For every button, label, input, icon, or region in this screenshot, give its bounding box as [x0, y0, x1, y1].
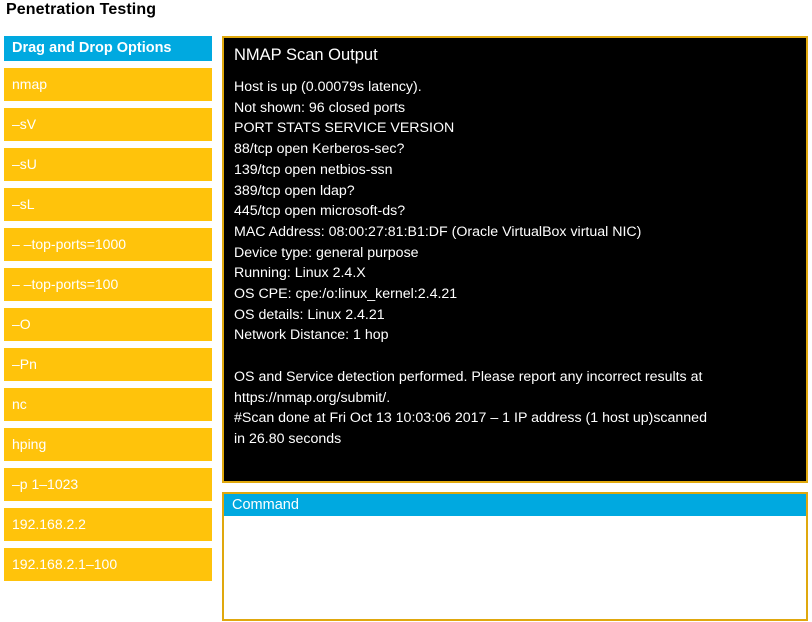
- exercise-layout: [0, 36, 812, 621]
- output-line: 445/tcp open microsoft-ds?: [234, 203, 406, 220]
- option-token[interactable]: –sV: [4, 108, 212, 141]
- output-line: Device type: general purpose: [234, 244, 419, 261]
- output-line: 139/tcp open netbios-ssn: [234, 161, 393, 178]
- output-blank-line: [234, 346, 796, 367]
- option-token[interactable]: –sU: [4, 148, 212, 181]
- option-token[interactable]: nmap: [4, 68, 212, 101]
- output-line: MAC Address: 08:00:27:81:B1:DF (Oracle VirtualBox virtual NIC): [234, 223, 642, 240]
- option-token[interactable]: 192.168.2.2: [4, 508, 212, 541]
- option-token[interactable]: hping: [4, 428, 212, 461]
- output-line: Not shown: 96 closed ports: [234, 99, 406, 116]
- output-line: https://nmap.org/submit/.: [234, 389, 391, 406]
- output-line: 88/tcp open Kerberos-sec?: [234, 141, 405, 158]
- output-panel-title: NMAP Scan Output: [234, 46, 378, 64]
- output-line: Running: Linux 2.4.X: [234, 265, 366, 282]
- output-line: OS CPE: cpe:/o:linux_kernel:2.4.21: [234, 286, 458, 303]
- option-token[interactable]: – –top-ports=1000: [4, 228, 212, 261]
- output-line: Host is up (0.00079s latency).: [234, 79, 422, 95]
- option-token[interactable]: –O: [4, 308, 212, 341]
- right-column: [222, 36, 808, 621]
- output-line: Network Distance: 1 hop: [234, 327, 389, 344]
- option-token[interactable]: – –top-ports=100: [4, 268, 212, 301]
- option-token[interactable]: 192.168.2.1–100: [4, 548, 212, 581]
- output-line: PORT STATS SERVICE VERSION: [234, 120, 455, 137]
- output-line: 389/tcp open ldap?: [234, 182, 355, 199]
- output-line: OS details: Linux 2.4.21: [234, 306, 385, 323]
- option-token[interactable]: –sL: [4, 188, 212, 221]
- nmap-scan-output-panel: [222, 36, 808, 483]
- command-panel: [222, 492, 808, 621]
- command-drop-zone[interactable]: [224, 516, 806, 617]
- drag-and-drop-options-panel: [4, 36, 212, 581]
- option-token[interactable]: nc: [4, 388, 212, 421]
- command-panel-header: Command: [224, 494, 806, 516]
- option-token[interactable]: –Pn: [4, 348, 212, 381]
- option-token[interactable]: –p 1–1023: [4, 468, 212, 501]
- page-title: Penetration Testing: [6, 1, 157, 18]
- output-line: in 26.80 seconds: [234, 430, 342, 447]
- output-line: #Scan done at Fri Oct 13 10:03:06 2017 – 1 IP address (1 host up)scanned: [234, 410, 707, 427]
- output-line: OS and Service detection performed. Please report any incorrect results at: [234, 368, 703, 385]
- options-panel-header: Drag and Drop Options: [4, 36, 212, 61]
- output-panel-body: [224, 65, 806, 450]
